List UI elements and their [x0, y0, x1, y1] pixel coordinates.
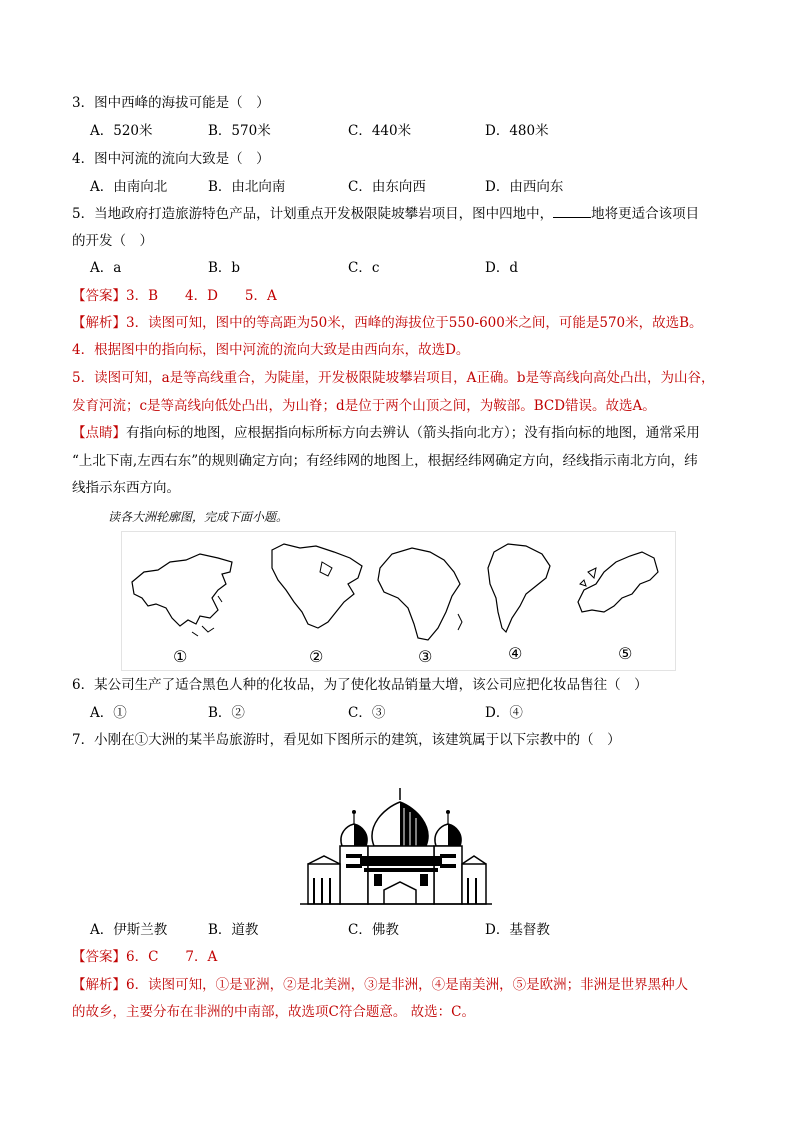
mosque-illustration [300, 760, 492, 910]
answer-text: 6．C 7．A [126, 949, 218, 965]
analysis-line: 4．根据图中的指向标，图中河流的流向大致是由西向东，故选D。 [72, 342, 470, 358]
continent-label-3: ③ [418, 647, 433, 666]
analysis-line: 6．读图可知，①是亚洲，②是北美洲，③是非洲，④是南美洲，⑤是欧洲；非洲是世界黑种人 [126, 977, 689, 993]
continents-figure [121, 531, 676, 671]
answer-tag: 【答案】 [72, 949, 126, 965]
analysis-line: 的故乡，主要分布在非洲的中南部，故选项C符合题意。 故选：C。 [72, 1004, 475, 1020]
q5-stem [72, 205, 699, 223]
q5-stem-part2: 地将更适合该项目 [591, 206, 700, 222]
analysis-block-1 [72, 314, 703, 332]
q6-option-c: C．③ [348, 705, 386, 721]
answer-block-1 [72, 287, 277, 305]
q6-stem: 6．某公司生产了适合黑色人种的化妆品，为了使化妆品销量大增，该公司应把化妆品售往（ ） [72, 677, 648, 693]
tip-line: 有指向标的地图，应根据指向标所标方向去辨认（箭头指向北方）；没有指向标的地图，通常采用 [126, 425, 700, 441]
q7-option-a: A．伊斯兰教 [90, 922, 168, 938]
q6-option-b: B．② [208, 705, 245, 721]
q7-option-d: D．基督教 [485, 922, 550, 938]
analysis-tag: 【解析】 [72, 315, 126, 331]
north-america-outline [272, 544, 362, 628]
analysis-tag: 【解析】 [72, 977, 126, 993]
continent-outlines [122, 532, 675, 670]
tip-block [72, 424, 700, 442]
continent-label-5: ⑤ [618, 644, 633, 663]
q7-stem: 7．小刚在①大洲的某半岛旅游时，看见如下图所示的建筑，该建筑属于以下宗教中的（ ） [72, 732, 621, 748]
q3-option-c: C．440米 [348, 123, 412, 139]
q4-option-a: A．由南向北 [90, 179, 168, 195]
tip-tag: 【点睛】 [72, 425, 126, 441]
continent-label-4: ④ [508, 644, 523, 663]
tip-line: 线指示东西方向。 [72, 480, 180, 496]
crescent-icon [393, 766, 404, 788]
q3-option-b: B．570米 [208, 123, 271, 139]
q5-option-a: A．a [90, 260, 122, 276]
q5-stem-part1: 5．当地政府打造旅游特色产品，计划重点开发极限陡坡攀岩项目，图中四地中， [72, 206, 554, 222]
answer-text: 3．B 4．D 5．A [126, 288, 277, 304]
answer-blank [553, 205, 591, 218]
q6-option-d: D．④ [485, 705, 523, 721]
tip-line: “上北下南,左西右东”的规则确定方向；有经纬网的地图上，根据经纬网确定方向，经线指示南北方向，纬 [72, 453, 698, 469]
continent-label-1: ① [173, 647, 188, 666]
q5-stem-cont: 的开发（ ） [72, 233, 153, 249]
q4-option-c: C．由东向西 [348, 179, 426, 195]
analysis-line: 发育河流；c是等高线向低处凸出，为山脊；d是位于两个山顶之间，为鞍部。BCD错误。故选A。 [72, 398, 656, 414]
analysis-line: 3．读图可知，图中的等高距为50米，西峰的海拔位于550-600米之间，可能是570米，故选B。 [126, 315, 703, 331]
europe-outline [578, 552, 658, 612]
q4-option-b: B．由北向南 [208, 179, 286, 195]
asia-outline [132, 554, 232, 626]
answer-block-2 [72, 948, 217, 966]
analysis-block-2 [72, 976, 688, 994]
q3-option-d: D．480米 [485, 123, 549, 139]
analysis-line: 5．读图可知，a是等高线重合，为陡崖，开发极限陡坡攀岩项目，A正确。b是等高线向高处凸出，为山谷， [72, 370, 715, 386]
continent-label-2: ② [309, 647, 324, 666]
q3-stem: 3．图中西峰的海拔可能是（ ） [72, 95, 270, 111]
africa-outline [378, 548, 460, 640]
south-america-outline [488, 544, 550, 632]
q7-option-c: C．佛教 [348, 922, 399, 938]
q4-stem: 4．图中河流的流向大致是（ ） [72, 151, 270, 167]
q5-option-c: C．c [348, 260, 380, 276]
q4-option-d: D．由西向东 [485, 179, 564, 195]
q7-option-b: B．道教 [208, 922, 259, 938]
figure-caption: 读各大洲轮廓图，完成下面小题。 [108, 510, 289, 524]
q5-option-b: B．b [208, 260, 241, 276]
q3-option-a: A．520米 [90, 123, 153, 139]
answer-tag: 【答案】 [72, 288, 126, 304]
q6-option-a: A．① [90, 705, 127, 721]
q5-option-d: D．d [485, 260, 518, 276]
